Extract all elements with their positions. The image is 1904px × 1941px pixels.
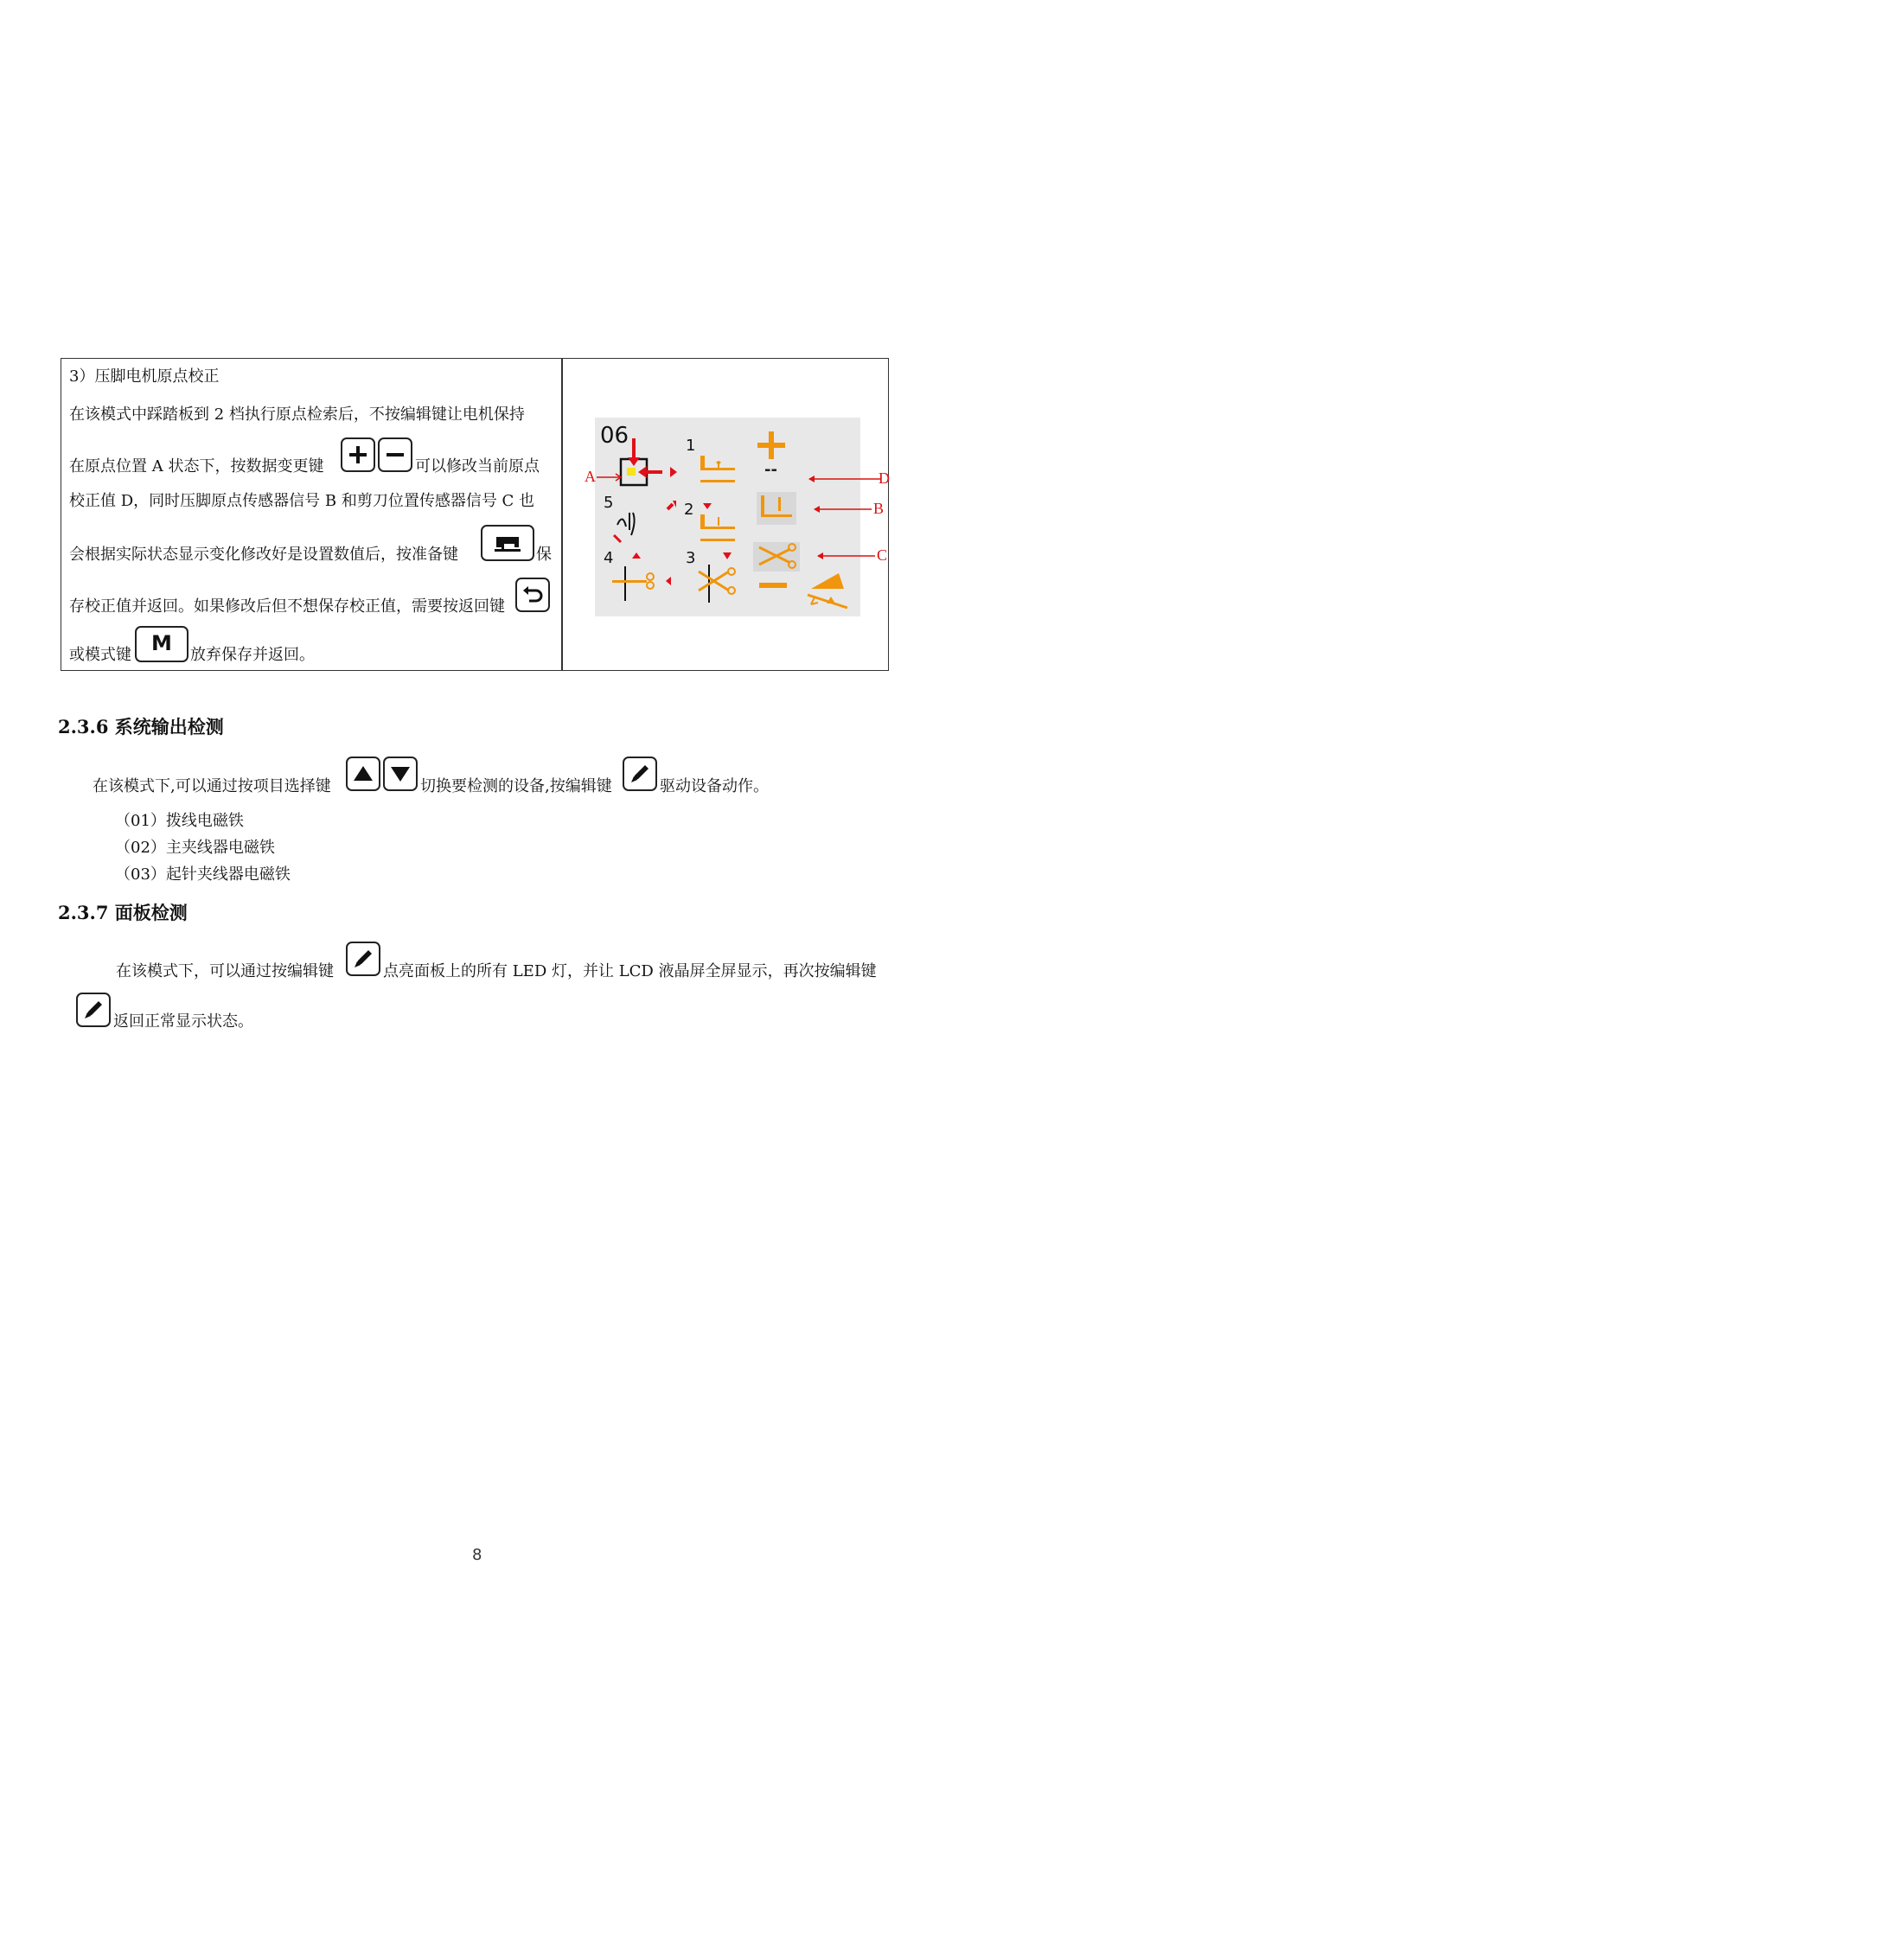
s237-para-a: 在该模式下，可以通过按编辑键 [116, 962, 334, 980]
lcd-num-2: 2 [684, 501, 694, 519]
para-line-6b: 放弃保存并返回。 [190, 646, 315, 664]
sewing-machine-icon [482, 527, 533, 559]
callout-d-arrow [806, 474, 880, 484]
callout-c: C [877, 546, 888, 564]
s236-para-b: 切换要检测的设备,按编辑键 [420, 777, 612, 795]
s236-item-1: （01）拨线电磁铁 [115, 812, 244, 830]
edit-key-3[interactable] [76, 993, 111, 1027]
s237-para-b: 点亮面板上的所有 LED 灯，并让 LCD 液晶屏全屏显示，再次按编辑键 [383, 962, 877, 980]
lcd-screen [595, 418, 860, 616]
s236-para-c: 驱动设备动作。 [660, 777, 769, 795]
callout-b: B [873, 500, 885, 517]
callout-b-arrow [811, 504, 872, 514]
para-line-1: 在该模式中踩踏板到 2 档执行原点检索后，不按编辑键让电机保持 [69, 405, 525, 424]
para-line-2b: 可以修改当前原点 [415, 457, 540, 476]
lcd-code: 06 [600, 423, 629, 449]
mode-key-label: M [151, 631, 172, 655]
callout-d: D [879, 469, 890, 487]
para-line-2a: 在原点位置 A 状态下，按数据变更键 [69, 457, 324, 476]
plus-icon [342, 439, 374, 470]
lcd-num-5: 5 [604, 494, 614, 512]
lcd-num-4: 4 [604, 549, 614, 567]
ready-key[interactable] [481, 525, 534, 561]
mode-key[interactable] [135, 626, 188, 662]
up-triangle-icon [348, 758, 379, 789]
table-divider [561, 359, 563, 670]
lcd-dash: -- [764, 461, 777, 479]
heading-2-3-7: 2.3.7 面板检测 [58, 902, 188, 923]
minus-key[interactable] [378, 437, 412, 472]
edit-key-1[interactable] [623, 757, 657, 791]
callout-c-arrow [815, 551, 875, 561]
pencil-icon [348, 943, 379, 974]
s237-para-c: 返回正常显示状态。 [113, 1012, 253, 1031]
para-line-5a: 存校正值并返回。如果修改后但不想保存校正值，需要按返回键 [69, 597, 505, 616]
edit-key-2[interactable] [346, 942, 380, 976]
lcd-num-3: 3 [686, 549, 696, 567]
pencil-icon [624, 758, 655, 789]
heading-2-3-6: 2.3.6 系统输出检测 [58, 716, 224, 737]
para-line-6a: 或模式键 [69, 646, 131, 664]
para-line-3: 校正值 D，同时压脚原点传感器信号 B 和剪刀位置传感器信号 C 也 [69, 492, 535, 510]
s236-para-a: 在该模式下,可以通过按项目选择键 [93, 777, 331, 795]
pencil-icon [78, 994, 109, 1025]
callout-a: A [585, 468, 596, 485]
lcd-graphics [595, 418, 860, 616]
up-key[interactable] [346, 757, 380, 791]
para-line-4b: 保 [536, 546, 552, 564]
callout-a-arrow [597, 472, 623, 482]
down-triangle-icon [385, 758, 416, 789]
plus-key[interactable] [341, 437, 375, 472]
section-title: 3）压脚电机原点校正 [69, 367, 220, 386]
page-number: 8 [472, 1546, 482, 1564]
para-line-4a: 会根据实际状态显示变化修改好是设置数值后，按准备键 [69, 546, 458, 564]
minus-icon [380, 439, 411, 470]
return-key[interactable] [515, 578, 550, 612]
down-key[interactable] [383, 757, 418, 791]
return-icon [517, 579, 548, 610]
lcd-num-1: 1 [686, 437, 696, 455]
s236-item-2: （02）主夹线器电磁铁 [115, 839, 275, 857]
s236-item-3: （03）起针夹线器电磁铁 [115, 865, 291, 884]
